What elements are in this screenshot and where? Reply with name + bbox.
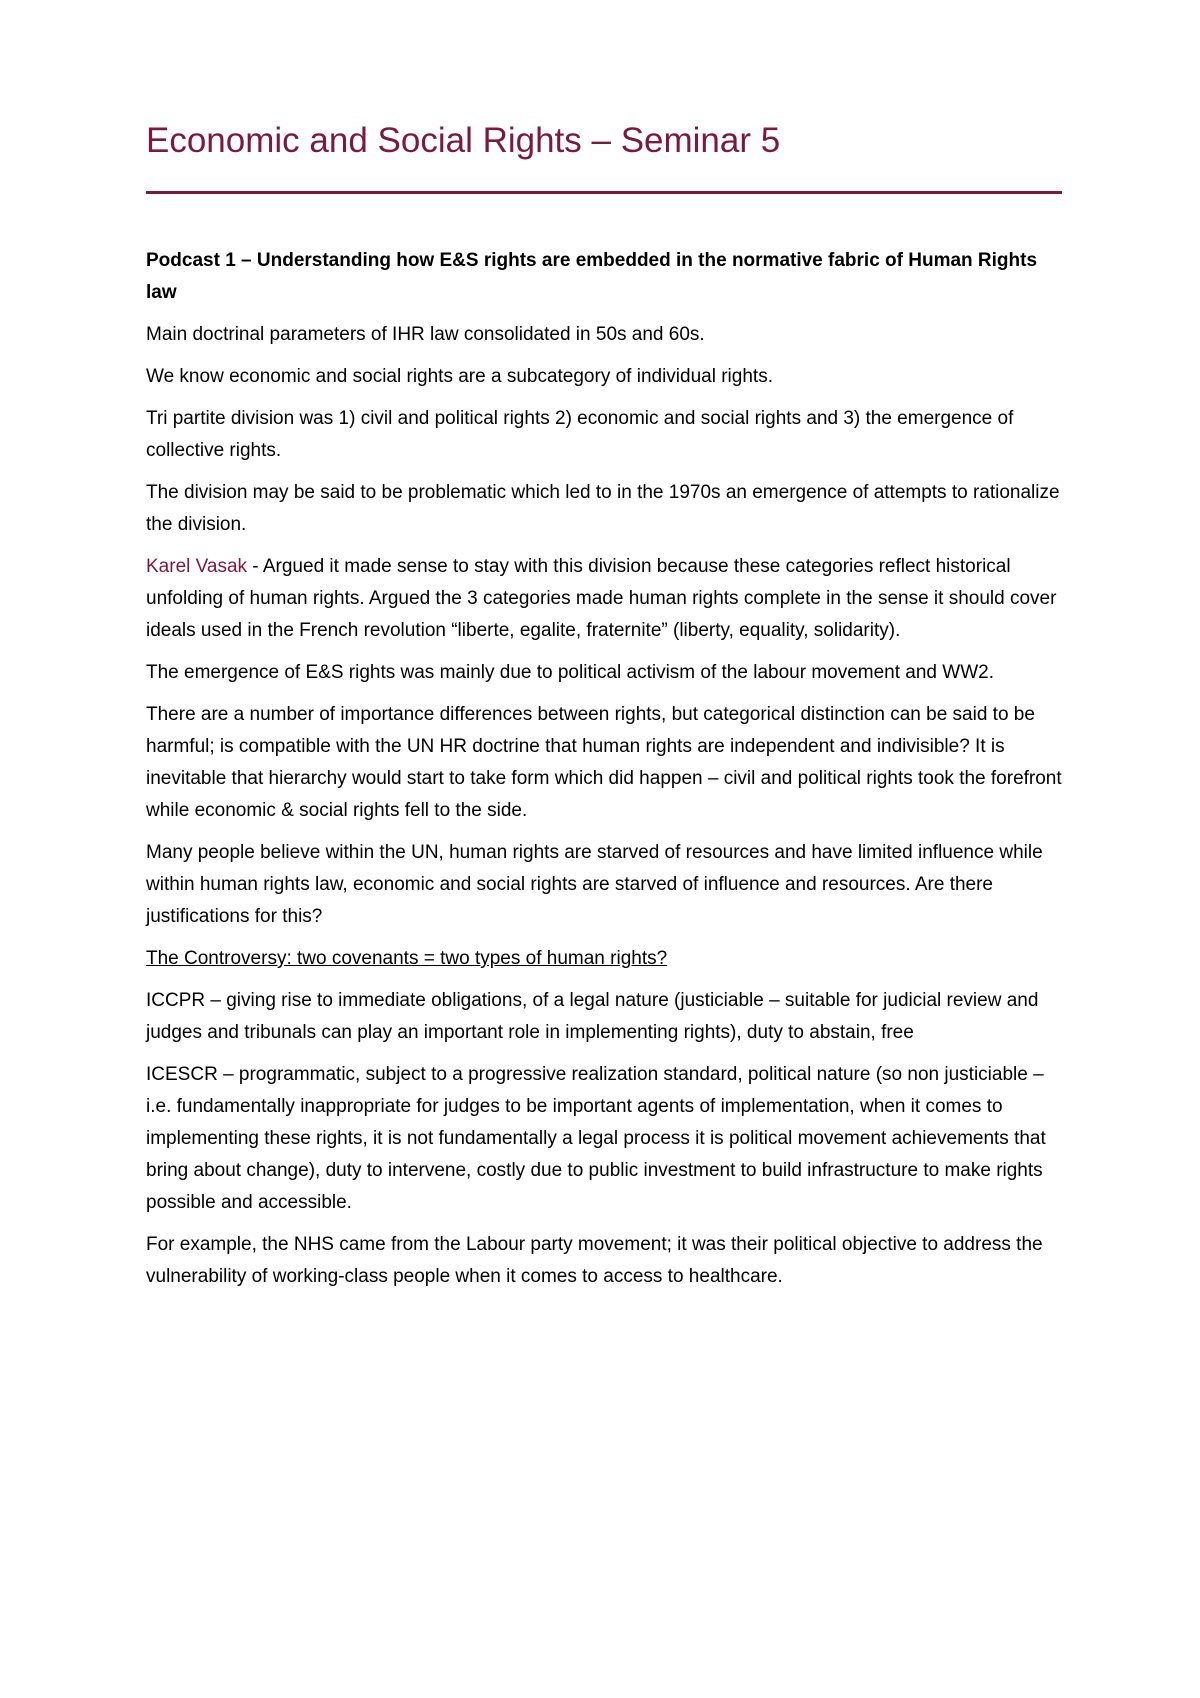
paragraph-doctrinal-parameters: Main doctrinal parameters of IHR law consolidated in 50s and 60s. [146, 324, 705, 345]
paragraph-subcategory: We know economic and social rights are a subcategory of individual rights. [146, 366, 773, 387]
paragraph-karel-vasak [146, 551, 1068, 647]
document-title: Economic and Social Rights – Seminar 5 [146, 121, 781, 160]
paragraph-nhs-example: For example, the NHS came from the Labour party movement; it was their political objective to address the vulnerability of working-class people when it comes to access to healthcare. [146, 1234, 1043, 1287]
paragraph-categorical-distinction: There are a number of importance differences between rights, but categorical distinction can be said to be harmful; is compatible with the UN HR doctrine that human rights are independent and indivisible? It is inevitable that hierarchy would start to take form which did happen – civil and political rights took the forefront while economic & social rights fell to the side. [146, 704, 1062, 821]
controversy-subheading: The Controversy: two covenants = two types of human rights? [146, 948, 668, 969]
paragraph-division-problematic: The division may be said to be problematic which led to in the 1970s an emergence of attempts to rationalize the division. [146, 482, 1060, 535]
paragraph-labour-movement: The emergence of E&S rights was mainly due to political activism of the labour movement and WW2. [146, 662, 994, 683]
paragraph-tripartite-division: Tri partite division was 1) civil and political rights 2) economic and social rights and 3) the emergence of collective rights. [146, 408, 1014, 461]
paragraph-iccpr: ICCPR – giving rise to immediate obligations, of a legal nature (justiciable – suitable for judicial review and judges and tribunals can play an important role in implementing rights), duty to abstain, free [146, 990, 1039, 1043]
document-body [146, 116, 1068, 1293]
podcast-heading: Podcast 1 – Understanding how E&S rights are embedded in the normative fabric of Human Rights law [146, 250, 1038, 303]
person-name-karel-vasak: Karel Vasak [146, 556, 248, 577]
title-divider [146, 191, 1062, 194]
vasak-argument-text: - Argued it made sense to stay with this division because these categories reflect historical unfolding of human rights. Argued the 3 categories made human rights complete in the sense it should cover ideals used in the French revolution “liberte, egalite, fraternite” (liberty, equality, solidarity). [146, 556, 1057, 641]
paragraph-starved-of-resources: Many people believe within the UN, human rights are starved of resources and have limited influence while within human rights law, economic and social rights are starved of influence and resources. Are there justifications for this? [146, 842, 1043, 927]
paragraph-icescr: ICESCR – programmatic, subject to a progressive realization standard, political nature (so non justiciable – i.e. fundamentally inappropriate for judges to be important agents of implementation, when it comes to implementing these rights, it is not fundamentally a legal process it is political movement achievements that bring about change), duty to intervene, costly due to public investment to build infrastructure to make rights possible and accessible. [146, 1064, 1046, 1213]
